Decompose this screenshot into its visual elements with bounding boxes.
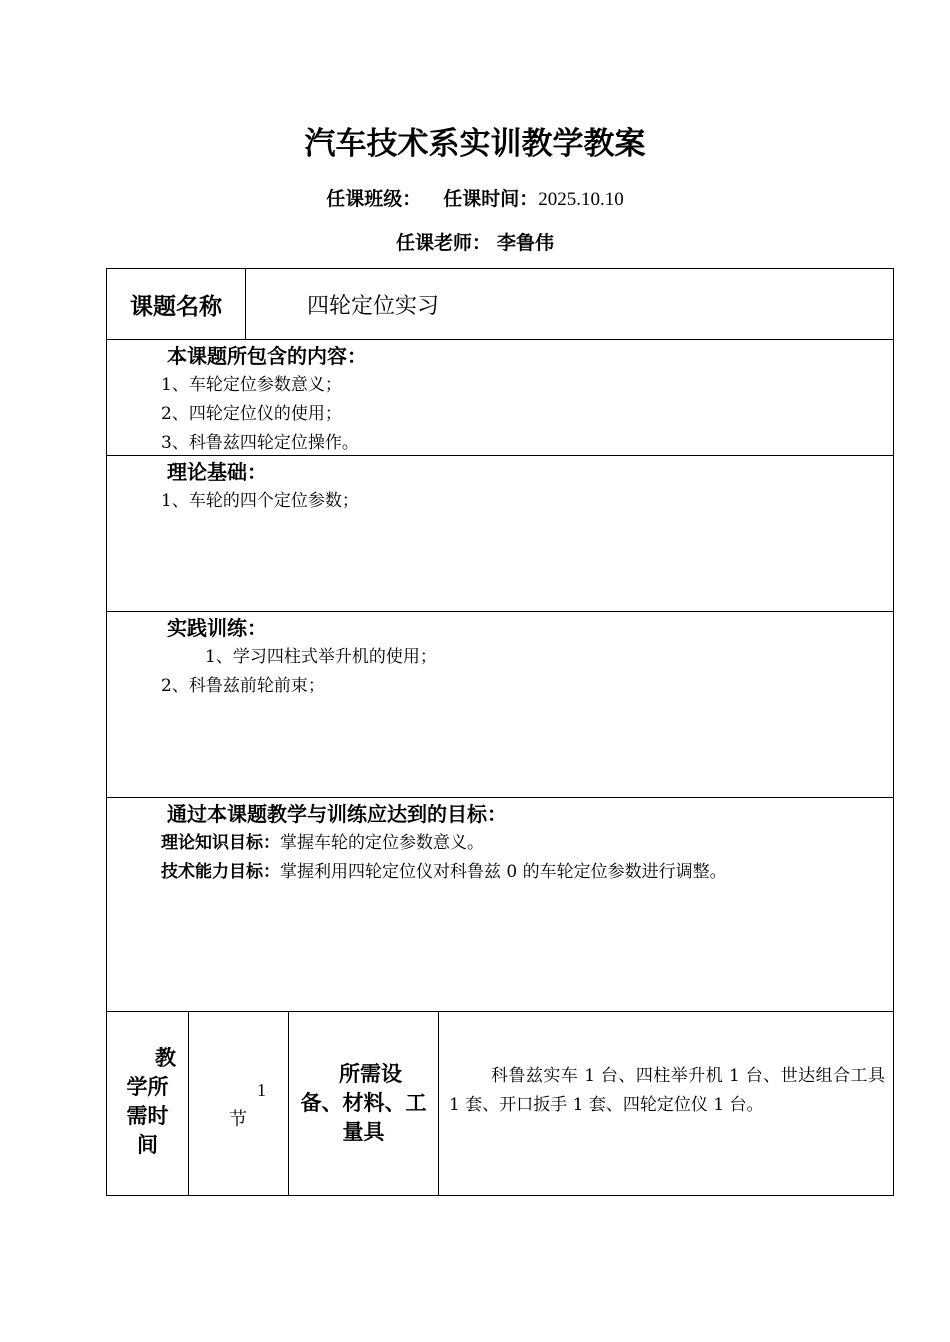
practice-item: 1、学习四柱式举升机的使用； [205,647,437,667]
equipment-list: 科鲁兹实车 1 台、四柱举升机 1 台、世达组合工具 1 套、开口扳手 1 套、四轮定位仪 1 台。 [449,1066,885,1115]
time-label: 任课时间： [443,188,539,210]
document-title: 汽车技术系实训教学教案 [304,126,646,162]
topic-value: 四轮定位实习 [307,293,440,319]
teaching-time-value-cell [189,1012,289,1195]
theory-heading: 理论基础： [167,460,267,484]
theory-section [106,455,894,612]
equipment-label-2: 备、材料、工量具 [300,1091,427,1144]
content-item: 1、车轮定位参数意义； [161,375,342,395]
equipment-label-1: 所需设 [339,1062,402,1086]
skill-goal-text: 掌握利用四轮定位仪对科鲁兹 0 的车轮定位参数进行调整。 [280,862,727,882]
skill-goal [107,858,893,887]
time-value: 2025.10.10 [538,189,624,210]
content-item: 2、四轮定位仪的使用； [161,404,342,424]
topic-label: 课题名称 [107,269,246,339]
class-label: 任课班级： [326,188,422,210]
goals-section [106,797,894,1012]
knowledge-goal-text: 掌握车轮的定位参数意义。 [280,833,484,853]
content-item: 3、科鲁兹四轮定位操作。 [161,433,359,453]
equipment-label-cell [289,1012,439,1195]
content-section [106,339,894,456]
class-time-line [0,184,950,211]
knowledge-goal-label: 理论知识目标： [161,833,280,853]
knowledge-goal [107,829,893,858]
practice-heading: 实践训练： [167,616,267,640]
topic-row [106,268,894,340]
teaching-time-label-1: 教 [155,1046,176,1070]
hours-unit: 节 [229,1109,247,1130]
teaching-time-label-2: 学所需时间 [126,1075,169,1157]
teacher-line [0,228,950,255]
teacher-value: 李鲁伟 [497,232,555,254]
content-heading: 本课题所包含的内容： [167,344,367,368]
hours-number: 1 [257,1080,266,1100]
resources-row [106,1011,894,1196]
teacher-label: 任课老师： [395,232,491,254]
practice-item: 2、科鲁兹前轮前束； [161,676,325,696]
goals-heading: 通过本课题教学与训练应达到的目标： [167,802,507,826]
teaching-time-label-cell [107,1012,189,1195]
practice-section [106,611,894,798]
theory-item: 1、车轮的四个定位参数； [161,491,359,511]
skill-goal-label: 技术能力目标： [161,862,280,882]
equipment-list-cell [439,1012,893,1195]
